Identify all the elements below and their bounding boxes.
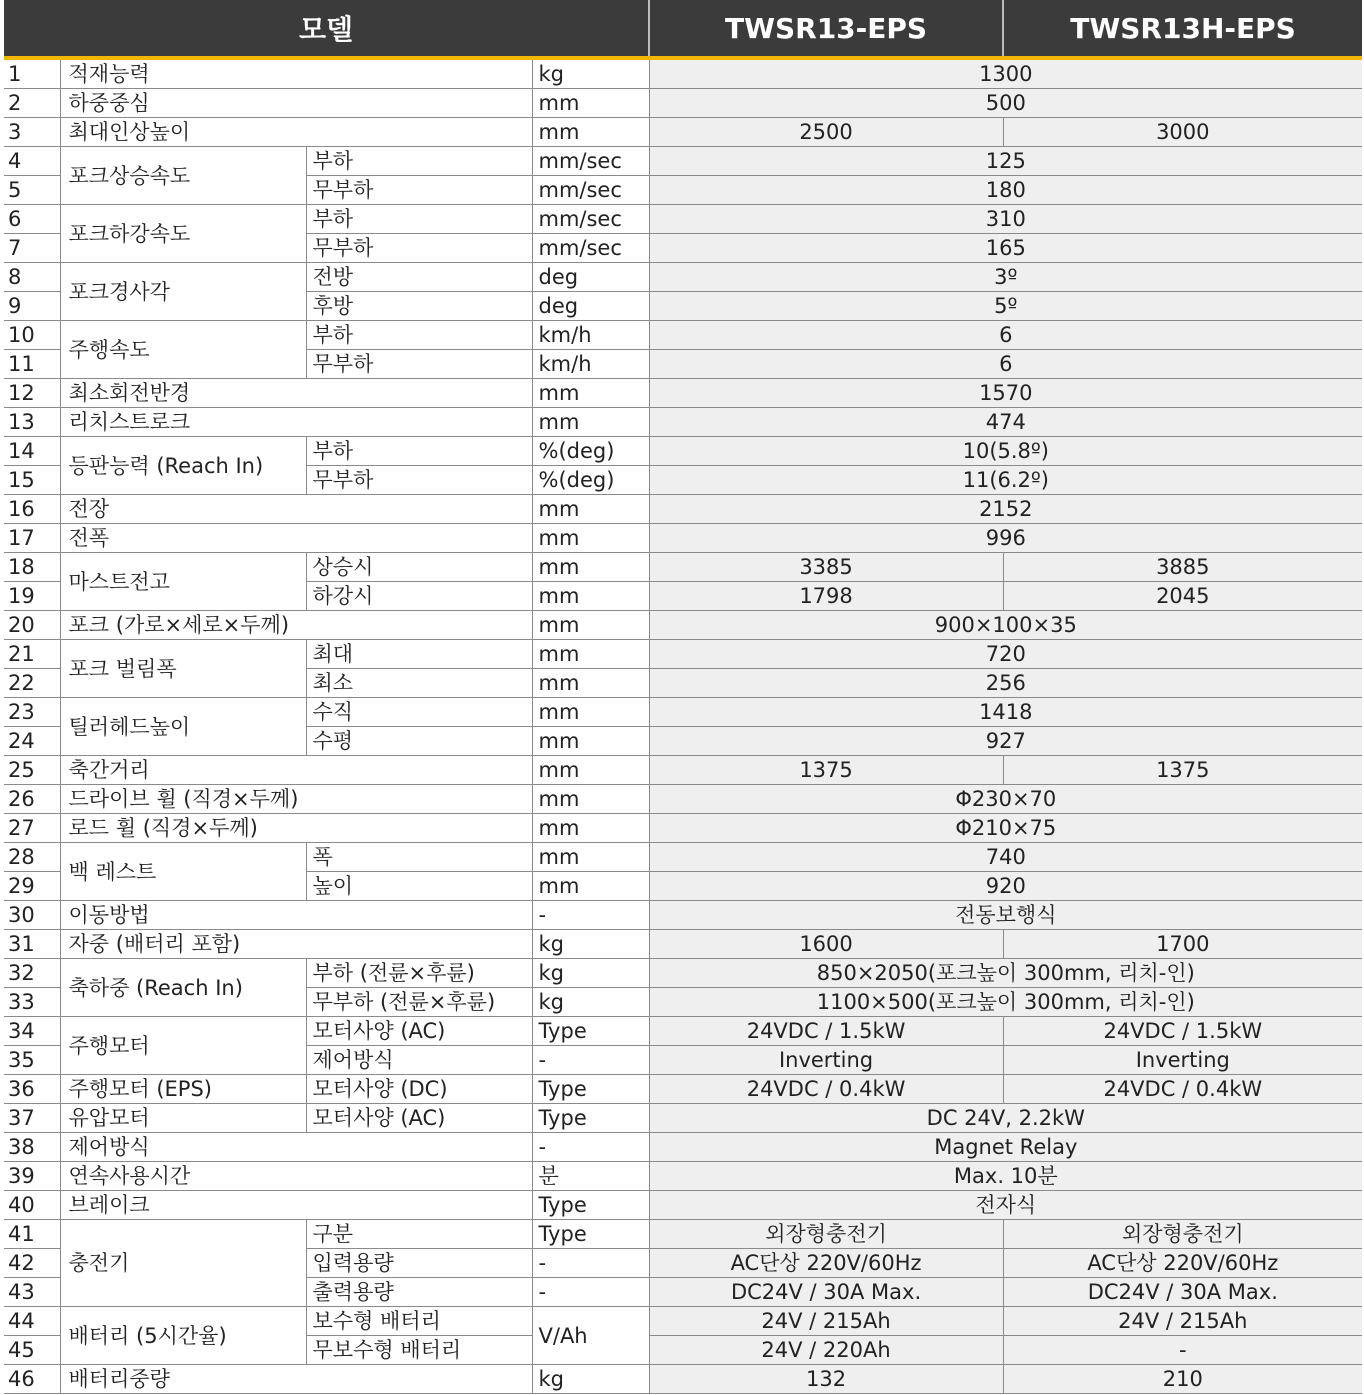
value-model-b: AC단상 220V/60Hz (1003, 1249, 1362, 1278)
row-number: 6 (4, 205, 60, 234)
value-model-a: 24VDC / 1.5kW (649, 1017, 1003, 1046)
sub-item-name: 입력용량 (306, 1249, 532, 1278)
row-number: 19 (4, 582, 60, 611)
row-number: 34 (4, 1017, 60, 1046)
row-number: 30 (4, 901, 60, 930)
item-name: 연속사용시간 (60, 1162, 532, 1191)
value-model-a: AC단상 220V/60Hz (649, 1249, 1003, 1278)
unit: mm (532, 785, 649, 814)
unit: mm/sec (532, 176, 649, 205)
spec-row (4, 1220, 1362, 1249)
value-common: 474 (649, 408, 1362, 437)
row-number: 3 (4, 118, 60, 147)
value-common: Φ210×75 (649, 814, 1362, 843)
value-model-b: 2045 (1003, 582, 1362, 611)
item-name: 최대인상높이 (60, 118, 532, 147)
sub-item-name: 모터사양 (AC) (306, 1017, 532, 1046)
sub-item-name: 보수형 배터리 (306, 1307, 532, 1336)
sub-item-name: 부하 (전륜×후륜) (306, 959, 532, 988)
spec-row (4, 263, 1362, 292)
item-name: 포크상승속도 (60, 147, 306, 205)
unit: mm (532, 582, 649, 611)
row-number: 35 (4, 1046, 60, 1075)
item-name: 하중중심 (60, 89, 532, 118)
sub-item-name: 최대 (306, 640, 532, 669)
item-name: 포크 벌림폭 (60, 640, 306, 698)
item-name: 포크경사각 (60, 263, 306, 321)
spec-row (4, 58, 1362, 89)
value-model-a: 2500 (649, 118, 1003, 147)
value-common: 900×100×35 (649, 611, 1362, 640)
spec-row (4, 118, 1362, 147)
unit: mm (532, 727, 649, 756)
sub-item-name: 상승시 (306, 553, 532, 582)
unit: - (532, 1278, 649, 1307)
item-name: 자중 (배터리 포함) (60, 930, 532, 959)
item-name: 주행속도 (60, 321, 306, 379)
row-number: 11 (4, 350, 60, 379)
unit: mm/sec (532, 205, 649, 234)
value-common: 11(6.2º) (649, 466, 1362, 495)
spec-row (4, 1365, 1362, 1394)
unit: mm (532, 524, 649, 553)
spec-row (4, 640, 1362, 669)
row-number: 15 (4, 466, 60, 495)
value-model-b: - (1003, 1336, 1362, 1365)
row-number: 45 (4, 1336, 60, 1365)
row-number: 23 (4, 698, 60, 727)
spec-row (4, 959, 1362, 988)
row-number: 13 (4, 408, 60, 437)
unit: mm (532, 872, 649, 901)
row-number: 10 (4, 321, 60, 350)
value-model-b: 24V / 215Ah (1003, 1307, 1362, 1336)
sub-item-name: 모터사양 (DC) (306, 1075, 532, 1104)
sub-item-name: 무부하 (전륜×후륜) (306, 988, 532, 1017)
row-number: 27 (4, 814, 60, 843)
unit: mm (532, 553, 649, 582)
item-name: 등판능력 (Reach In) (60, 437, 306, 495)
item-name: 로드 휠 (직경×두께) (60, 814, 532, 843)
item-name: 제어방식 (60, 1133, 532, 1162)
row-number: 33 (4, 988, 60, 1017)
spec-table-body (4, 58, 1362, 1394)
item-name: 배터리중량 (60, 1365, 532, 1394)
unit: kg (532, 930, 649, 959)
row-number: 14 (4, 437, 60, 466)
value-model-a: 1600 (649, 930, 1003, 959)
sub-item-name: 부하 (306, 147, 532, 176)
row-number: 43 (4, 1278, 60, 1307)
item-name: 전장 (60, 495, 532, 524)
sub-item-name: 부하 (306, 205, 532, 234)
unit: kg (532, 1365, 649, 1394)
row-number: 44 (4, 1307, 60, 1336)
item-name: 백 레스트 (60, 843, 306, 901)
unit: mm (532, 611, 649, 640)
unit: V/Ah (532, 1307, 649, 1365)
value-model-b: 외장형충전기 (1003, 1220, 1362, 1249)
value-model-b: DC24V / 30A Max. (1003, 1278, 1362, 1307)
value-model-a: 외장형충전기 (649, 1220, 1003, 1249)
sub-item-name: 후방 (306, 292, 532, 321)
unit: - (532, 1249, 649, 1278)
unit: mm (532, 89, 649, 118)
value-common: 165 (649, 234, 1362, 263)
value-common: Φ230×70 (649, 785, 1362, 814)
header-row (4, 0, 1362, 58)
item-name: 배터리 (5시간율) (60, 1307, 306, 1365)
value-common: 500 (649, 89, 1362, 118)
item-name: 포크하강속도 (60, 205, 306, 263)
row-number: 22 (4, 669, 60, 698)
sub-item-name: 폭 (306, 843, 532, 872)
row-number: 24 (4, 727, 60, 756)
item-name: 충전기 (60, 1220, 306, 1307)
row-number: 36 (4, 1075, 60, 1104)
spec-row (4, 524, 1362, 553)
sub-item-name: 제어방식 (306, 1046, 532, 1075)
spec-row (4, 1075, 1362, 1104)
spec-row (4, 553, 1362, 582)
value-common: 180 (649, 176, 1362, 205)
row-number: 18 (4, 553, 60, 582)
item-name: 포크 (가로×세로×두께) (60, 611, 532, 640)
header-model-b: TWSR13H-EPS (1003, 0, 1362, 58)
value-model-b: 3885 (1003, 553, 1362, 582)
item-name: 드라이브 휠 (직경×두께) (60, 785, 532, 814)
spec-table-header (4, 0, 1362, 58)
sub-item-name: 출력용량 (306, 1278, 532, 1307)
spec-table (4, 0, 1362, 1394)
spec-row (4, 379, 1362, 408)
sub-item-name: 수직 (306, 698, 532, 727)
value-common: 5º (649, 292, 1362, 321)
sub-item-name: 하강시 (306, 582, 532, 611)
item-name: 축간거리 (60, 756, 532, 785)
row-number: 4 (4, 147, 60, 176)
item-name: 전폭 (60, 524, 532, 553)
unit: Type (532, 1104, 649, 1133)
row-number: 32 (4, 959, 60, 988)
row-number: 28 (4, 843, 60, 872)
unit: deg (532, 263, 649, 292)
spec-row (4, 1133, 1362, 1162)
row-number: 12 (4, 379, 60, 408)
spec-row (4, 437, 1362, 466)
unit: mm (532, 756, 649, 785)
row-number: 8 (4, 263, 60, 292)
spec-row (4, 89, 1362, 118)
row-number: 42 (4, 1249, 60, 1278)
spec-row (4, 1017, 1362, 1046)
row-number: 41 (4, 1220, 60, 1249)
value-model-a: 3385 (649, 553, 1003, 582)
value-model-a: 24V / 220Ah (649, 1336, 1003, 1365)
spec-row (4, 814, 1362, 843)
value-common: 850×2050(포크높이 300mm, 리치-인) (649, 959, 1362, 988)
spec-row (4, 1162, 1362, 1191)
value-common: 1418 (649, 698, 1362, 727)
value-common: 6 (649, 350, 1362, 379)
row-number: 37 (4, 1104, 60, 1133)
item-name: 적재능력 (60, 58, 532, 89)
spec-row (4, 1104, 1362, 1133)
item-name: 주행모터 (EPS) (60, 1075, 306, 1104)
spec-row (4, 321, 1362, 350)
sub-item-name: 높이 (306, 872, 532, 901)
unit: mm (532, 118, 649, 147)
unit: kg (532, 58, 649, 89)
value-common: 6 (649, 321, 1362, 350)
spec-row (4, 698, 1362, 727)
row-number: 9 (4, 292, 60, 321)
value-model-b: 1700 (1003, 930, 1362, 959)
spec-row (4, 785, 1362, 814)
item-name: 최소회전반경 (60, 379, 532, 408)
spec-row (4, 930, 1362, 959)
item-name: 주행모터 (60, 1017, 306, 1075)
value-common: 전동보행식 (649, 901, 1362, 930)
value-model-b: 3000 (1003, 118, 1362, 147)
row-number: 1 (4, 58, 60, 89)
row-number: 38 (4, 1133, 60, 1162)
sub-item-name: 무보수형 배터리 (306, 1336, 532, 1365)
value-common: 1100×500(포크높이 300mm, 리치-인) (649, 988, 1362, 1017)
value-model-b: 210 (1003, 1365, 1362, 1394)
unit: Type (532, 1220, 649, 1249)
value-model-a: 1798 (649, 582, 1003, 611)
sub-item-name: 무부하 (306, 176, 532, 205)
unit: deg (532, 292, 649, 321)
row-number: 26 (4, 785, 60, 814)
value-common: 256 (649, 669, 1362, 698)
unit: Type (532, 1075, 649, 1104)
value-common: Max. 10분 (649, 1162, 1362, 1191)
row-number: 2 (4, 89, 60, 118)
value-model-b: 1375 (1003, 756, 1362, 785)
sub-item-name: 구분 (306, 1220, 532, 1249)
row-number: 16 (4, 495, 60, 524)
unit: mm (532, 640, 649, 669)
row-number: 7 (4, 234, 60, 263)
value-model-a: 132 (649, 1365, 1003, 1394)
value-common: 996 (649, 524, 1362, 553)
value-common: 1570 (649, 379, 1362, 408)
item-name: 유압모터 (60, 1104, 306, 1133)
value-model-a: Inverting (649, 1046, 1003, 1075)
value-common: 125 (649, 147, 1362, 176)
unit: kg (532, 959, 649, 988)
spec-row (4, 756, 1362, 785)
spec-row (4, 1191, 1362, 1220)
row-number: 46 (4, 1365, 60, 1394)
sub-item-name: 무부하 (306, 234, 532, 263)
sub-item-name: 전방 (306, 263, 532, 292)
value-common: 720 (649, 640, 1362, 669)
header-model: 모델 (4, 0, 649, 58)
value-common: 920 (649, 872, 1362, 901)
value-model-b: Inverting (1003, 1046, 1362, 1075)
unit: mm (532, 814, 649, 843)
sub-item-name: 무부하 (306, 466, 532, 495)
row-number: 20 (4, 611, 60, 640)
value-common: 10(5.8º) (649, 437, 1362, 466)
spec-row (4, 495, 1362, 524)
unit: km/h (532, 321, 649, 350)
unit: mm (532, 669, 649, 698)
value-common: 310 (649, 205, 1362, 234)
row-number: 40 (4, 1191, 60, 1220)
unit: kg (532, 988, 649, 1017)
value-model-a: DC24V / 30A Max. (649, 1278, 1003, 1307)
row-number: 5 (4, 176, 60, 205)
unit: km/h (532, 350, 649, 379)
unit: mm (532, 408, 649, 437)
unit: mm/sec (532, 234, 649, 263)
unit: - (532, 1133, 649, 1162)
sub-item-name: 부하 (306, 321, 532, 350)
row-number: 31 (4, 930, 60, 959)
spec-row (4, 1307, 1362, 1336)
sub-item-name: 수평 (306, 727, 532, 756)
unit: %(deg) (532, 466, 649, 495)
unit: - (532, 1046, 649, 1075)
value-common: DC 24V, 2.2kW (649, 1104, 1362, 1133)
unit: %(deg) (532, 437, 649, 466)
sub-item-name: 최소 (306, 669, 532, 698)
value-model-a: 1375 (649, 756, 1003, 785)
unit: Type (532, 1191, 649, 1220)
unit: mm/sec (532, 147, 649, 176)
sub-item-name: 무부하 (306, 350, 532, 379)
unit: mm (532, 495, 649, 524)
item-name: 이동방법 (60, 901, 532, 930)
header-model-a: TWSR13-EPS (649, 0, 1003, 58)
row-number: 25 (4, 756, 60, 785)
spec-row (4, 147, 1362, 176)
value-common: 927 (649, 727, 1362, 756)
item-name: 틸러헤드높이 (60, 698, 306, 756)
item-name: 축하중 (Reach In) (60, 959, 306, 1017)
row-number: 21 (4, 640, 60, 669)
value-model-b: 24VDC / 1.5kW (1003, 1017, 1362, 1046)
unit: - (532, 901, 649, 930)
unit: mm (532, 698, 649, 727)
item-name: 리치스트로크 (60, 408, 532, 437)
value-common: 3º (649, 263, 1362, 292)
sub-item-name: 모터사양 (AC) (306, 1104, 532, 1133)
value-common: 1300 (649, 58, 1362, 89)
unit: Type (532, 1017, 649, 1046)
unit: 분 (532, 1162, 649, 1191)
value-model-a: 24V / 215Ah (649, 1307, 1003, 1336)
unit: mm (532, 379, 649, 408)
value-common: 2152 (649, 495, 1362, 524)
spec-row (4, 611, 1362, 640)
value-model-b: 24VDC / 0.4kW (1003, 1075, 1362, 1104)
row-number: 29 (4, 872, 60, 901)
value-common: Magnet Relay (649, 1133, 1362, 1162)
item-name: 브레이크 (60, 1191, 532, 1220)
value-common: 740 (649, 843, 1362, 872)
value-model-a: 24VDC / 0.4kW (649, 1075, 1003, 1104)
spec-row (4, 901, 1362, 930)
row-number: 17 (4, 524, 60, 553)
value-common: 전자식 (649, 1191, 1362, 1220)
spec-row (4, 408, 1362, 437)
spec-row (4, 843, 1362, 872)
sub-item-name: 부하 (306, 437, 532, 466)
unit: mm (532, 843, 649, 872)
row-number: 39 (4, 1162, 60, 1191)
item-name: 마스트전고 (60, 553, 306, 611)
spec-row (4, 205, 1362, 234)
